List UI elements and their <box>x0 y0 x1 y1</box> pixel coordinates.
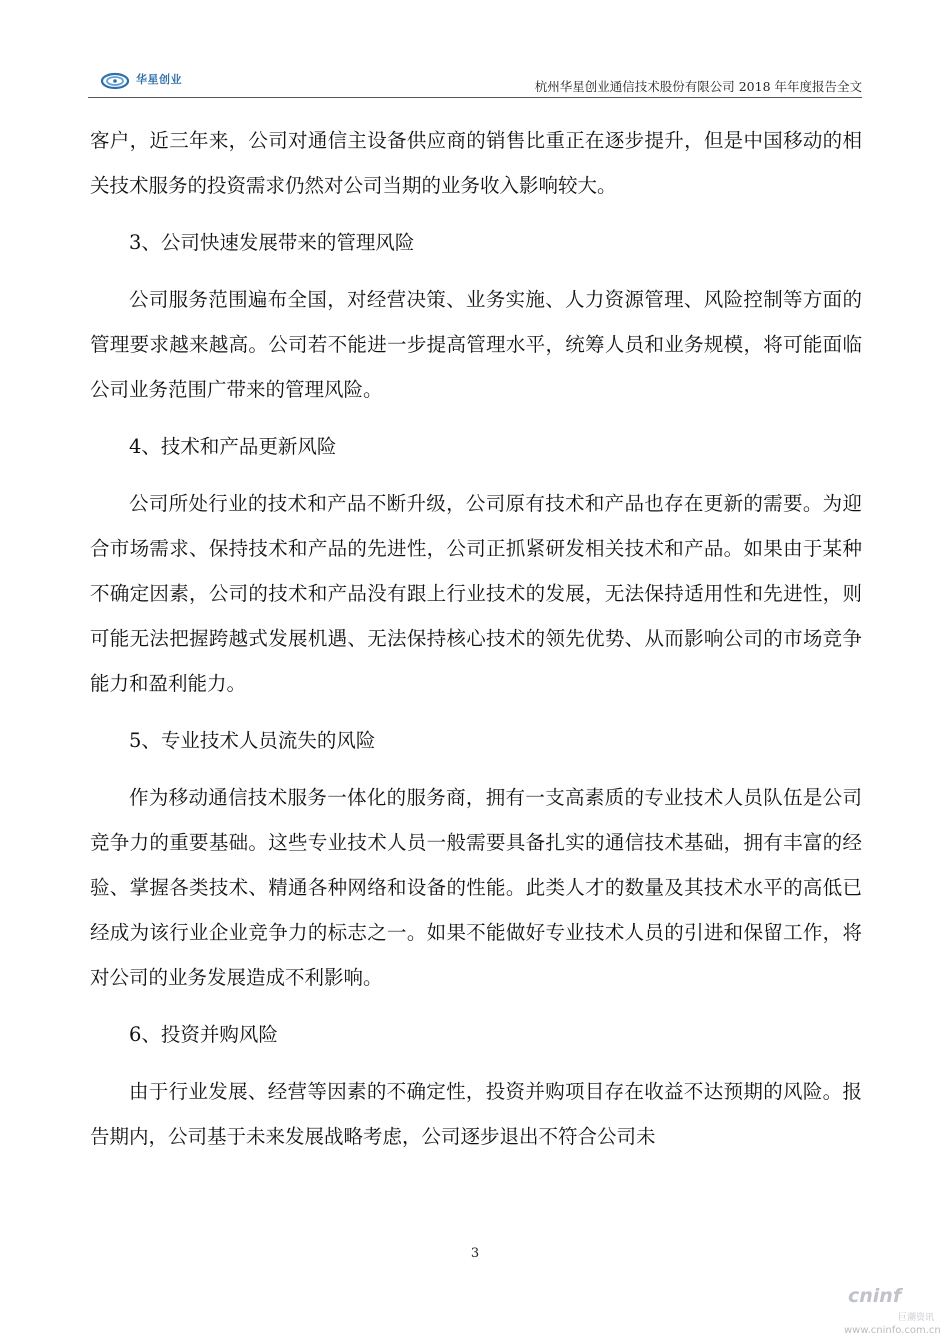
paragraph-management-risk: 公司服务范围遍布全国，对经营决策、业务实施、人力资源管理、风险控制等方面的管理要求越来越高。公司若不能进一步提高管理水平，统筹人员和业务规模，将可能面临公司业务范围广带来的管理风险。 <box>90 288 862 401</box>
header-divider <box>88 97 862 98</box>
paragraph-continuation: 客户，近三年来，公司对通信主设备供应商的销售比重正在逐步提升，但是中国移动的相关技术服务的投资需求仍然对公司当期的业务收入影响较大。 <box>90 129 862 197</box>
watermark-brand: cninf <box>848 1285 902 1307</box>
paragraph-investment-risk: 由于行业发展、经营等因素的不确定性，投资并购项目存在收益不达预期的风险。报告期内，公司基于未来发展战略考虑，公司逐步退出不符合公司未 <box>90 1080 862 1148</box>
report-title: 杭州华星创业通信技术股份有限公司 2018 年年度报告全文 <box>534 79 862 94</box>
watermark-url: www.cninfo.com.cn <box>844 1325 941 1336</box>
logo-swirl-icon <box>100 69 132 93</box>
page-number: 3 <box>470 1246 480 1261</box>
paragraph-technology-risk: 公司所处行业的技术和产品不断升级，公司原有技术和产品也存在更新的需要。为迎合市场需求、保持技术和产品的先进性，公司正抓紧研发相关技术和产品。如果由于某种不确定因素，公司的技术和产品没有跟上行业技术的发展，无法保持适用性和先进性，则可能无法把握跨越式发展机遇、无法保持核心技术的领先优势、从而影响公司的市场竞争能力和盈利能力。 <box>90 492 862 695</box>
section-heading-5: 5、专业技术人员流失的风险 <box>129 729 376 752</box>
section-heading-3: 3、公司快速发展带来的管理风险 <box>129 231 415 254</box>
company-logo <box>100 68 210 94</box>
document-body <box>90 118 862 1171</box>
paragraph-staff-risk: 作为移动通信技术服务一体化的服务商，拥有一支高素质的专业技术人员队伍是公司竞争力的重要基础。这些专业技术人员一般需要具备扎实的通信技术基础，拥有丰富的经验、掌握各类技术、精通各种网络和设备的性能。此类人才的数量及其技术水平的高低已经成为该行业企业竞争力的标志之一。如果不能做好专业技术人员的引进和保留工作，将对公司的业务发展造成不利影响。 <box>90 786 862 989</box>
logo-text: 华星创业 <box>136 73 182 86</box>
section-heading-4: 4、技术和产品更新风险 <box>129 435 337 458</box>
watermark-brand-cn: 巨潮资讯 <box>898 1313 935 1323</box>
cninfo-watermark <box>836 1285 944 1340</box>
page-header <box>88 64 862 98</box>
section-heading-6: 6、投资并购风险 <box>129 1023 278 1046</box>
